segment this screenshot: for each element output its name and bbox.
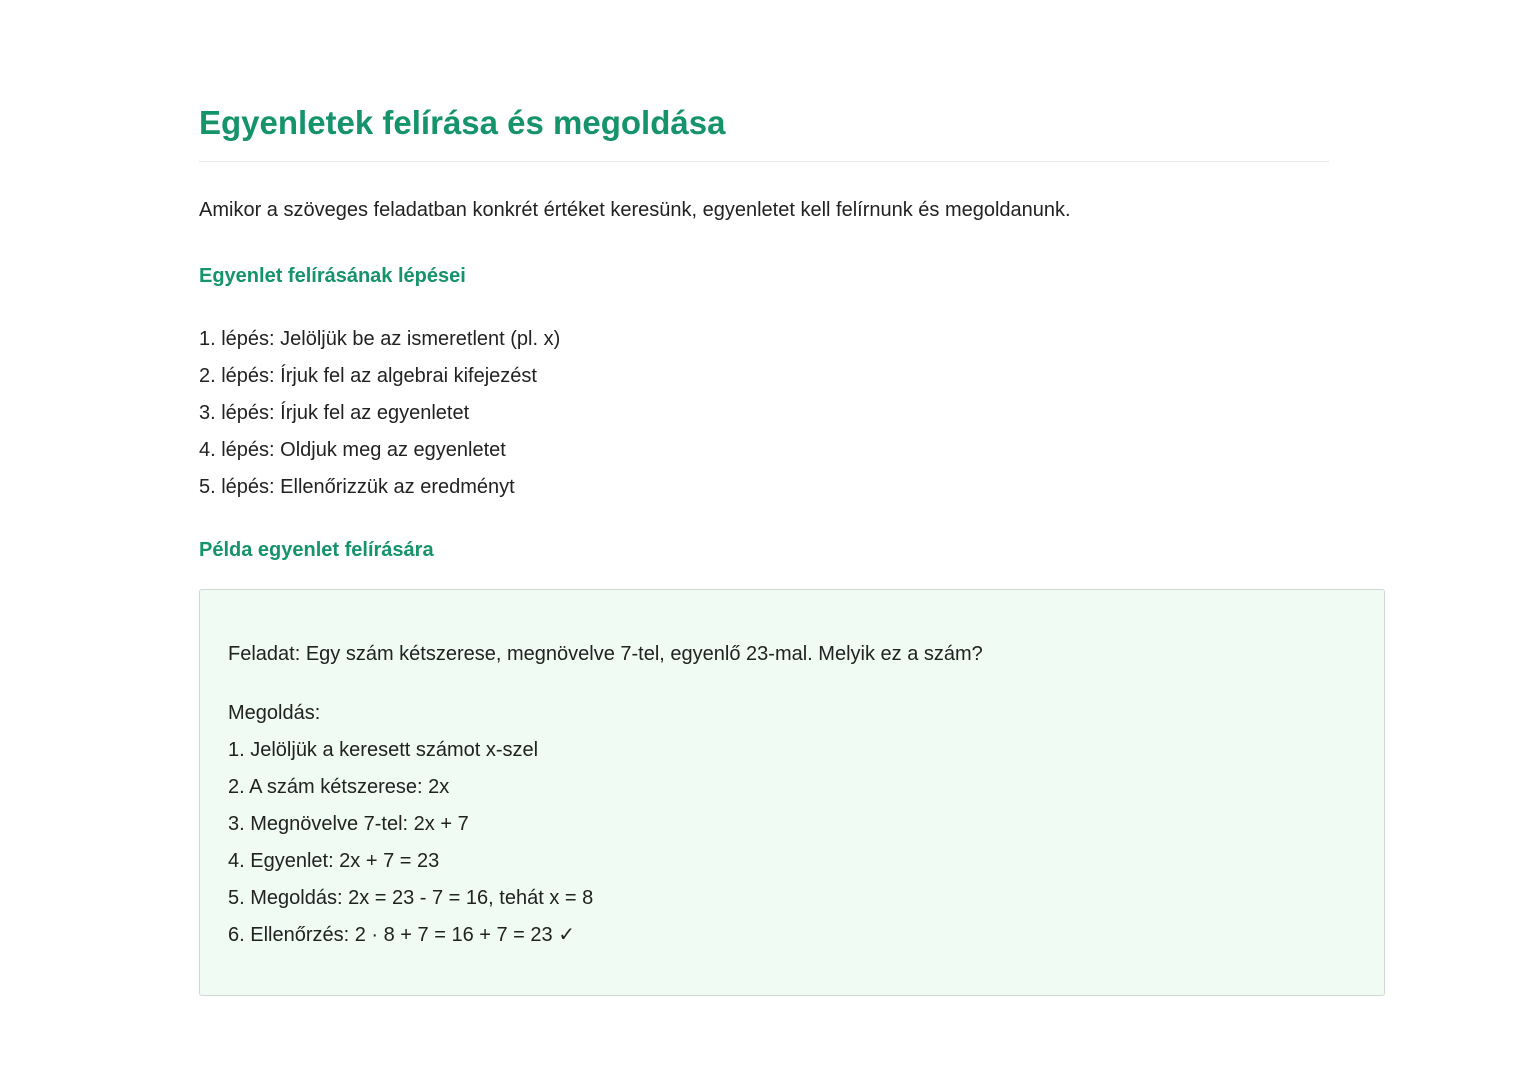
solution-step: 1. Jelöljük a keresett számot x-szel xyxy=(228,739,539,761)
solution-block xyxy=(228,695,593,954)
solution-step: 2. A szám kétszerese: 2x xyxy=(228,776,450,798)
step-item: 5. lépés: Ellenőrizzük az eredményt xyxy=(199,476,515,498)
intro-paragraph: Amikor a szöveges feladatban konkrét értéket keresünk, egyenletet kell felírnunk és megoldanunk. xyxy=(199,199,1071,221)
solution-step: 3. Megnövelve 7-tel: 2x + 7 xyxy=(228,813,469,835)
title-divider xyxy=(199,161,1329,162)
page-title: Egyenletek felírása és megoldása xyxy=(199,104,726,141)
solution-label: Megoldás: xyxy=(228,702,321,724)
step-item: 3. lépés: Írjuk fel az egyenletet xyxy=(199,402,470,424)
step-item: 2. lépés: Írjuk fel az algebrai kifejezést xyxy=(199,365,537,387)
steps-list xyxy=(199,321,560,506)
example-box xyxy=(199,589,1385,996)
step-item: 4. lépés: Oldjuk meg az egyenletet xyxy=(199,439,506,461)
step-item: 1. lépés: Jelöljük be az ismeretlent (pl. x) xyxy=(199,328,561,350)
solution-step: 6. Ellenőrzés: 2 · 8 + 7 = 16 + 7 = 23 ✓ xyxy=(228,924,575,946)
solution-steps-list xyxy=(228,732,593,954)
solution-step: 5. Megoldás: 2x = 23 - 7 = 16, tehát x = 8 xyxy=(228,887,594,909)
example-heading: Példa egyenlet felírására xyxy=(199,539,434,561)
solution-step: 4. Egyenlet: 2x + 7 = 23 xyxy=(228,850,440,872)
task-text: Feladat: Egy szám kétszerese, megnövelve 7-tel, egyenlő 23-mal. Melyik ez a szám? xyxy=(228,643,983,665)
steps-heading: Egyenlet felírásának lépései xyxy=(199,265,466,287)
